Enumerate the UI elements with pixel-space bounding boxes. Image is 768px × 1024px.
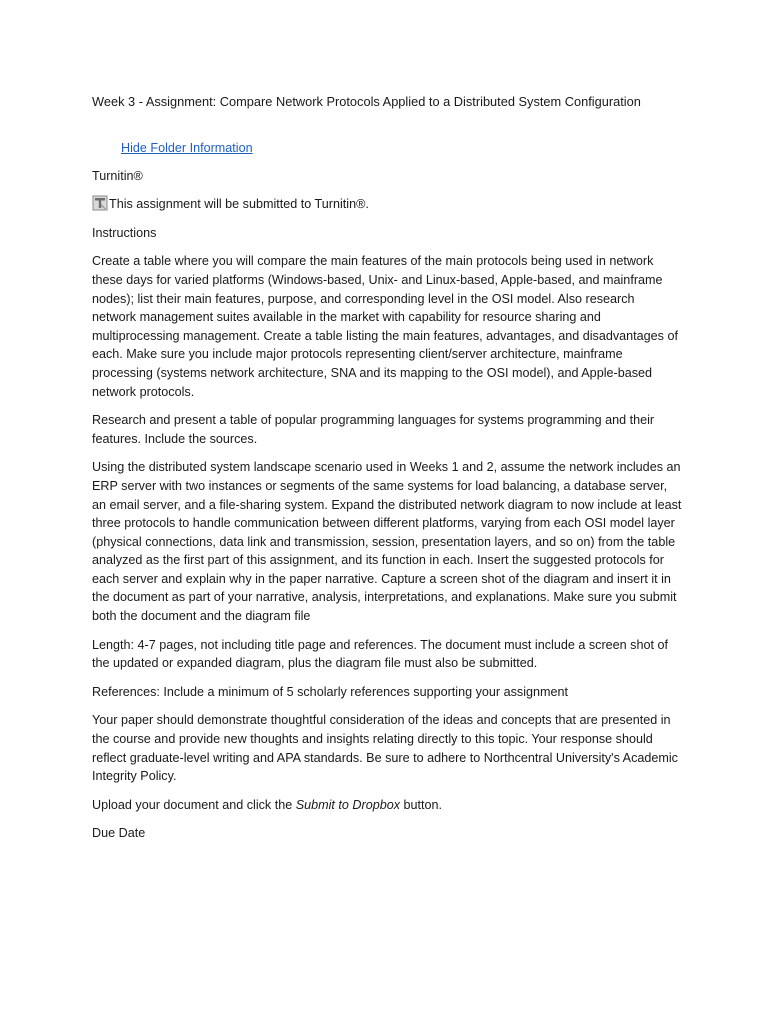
turnitin-notice xyxy=(92,195,682,214)
page-title: Week 3 - Assignment: Compare Network Protocols Applied to a Distributed System Configuration xyxy=(92,94,641,109)
upload-suffix: button. xyxy=(400,797,443,812)
length-requirement: Length: 4-7 pages, not including title page and references. The document must include a screen shot of the updated or expanded diagram, plus the diagram file must also be submitted. xyxy=(92,637,668,671)
assignment-document xyxy=(92,93,682,853)
hide-folder-information-link[interactable]: Hide Folder Information xyxy=(121,141,253,155)
turnitin-label: Turnitin® xyxy=(92,168,143,183)
instructions-paragraph-2: Research and present a table of popular programming languages for systems programming and their features. Include the sources. xyxy=(92,413,655,446)
turnitin-notice-text: This assignment will be submitted to Turnitin®. xyxy=(109,197,369,212)
instructions-heading: Instructions xyxy=(92,225,157,240)
references-requirement: References: Include a minimum of 5 scholarly references supporting your assignment xyxy=(92,684,568,699)
turnitin-icon xyxy=(92,195,108,211)
upload-instruction xyxy=(92,796,682,815)
upload-prefix: Upload your document and click the xyxy=(92,797,296,812)
instructions-paragraph-1: Create a table where you will compare the main features of the main protocols being used in network these days for varied platforms (Windows-based, Unix- and Linux-based, Apple-based, and mainframe nodes); list their main features, purpose, and corresponding level in the OSI model. Also research network management suites available in the market with capability for resource sharing and multiprocessing management. Create a table listing the main features, advantages, and disadvantages of each. Make sure you include major protocols representing client/server architecture, mainframe processing (systems network architecture, SNA and its mapping to the OSI model), and Apple-based network protocols. xyxy=(92,254,678,399)
submit-to-dropbox-reference: Submit to Dropbox xyxy=(295,797,401,812)
due-date-label: Due Date xyxy=(92,826,146,841)
instructions-paragraph-3: Using the distributed system landscape scenario used in Weeks 1 and 2, assume the network includes an ERP server with two instances or segments of the same systems for load balancing, a database server, an email server, and a file-sharing system. Expand the distributed network diagram to now include at least three protocols to handle communication between different platforms, varying from each OSI model layer (physical connections, data link and transmission, session, presentation layers, and so on) from the table analyzed as the first part of this assignment, and its function in each. Insert the suggested protocols for each server and explain why in the paper narrative. Capture a screen shot of the diagram and insert it in the document as part of your narrative, analysis, interpretations, and explanations. Make sure you submit both the document and the diagram file xyxy=(92,460,682,624)
instructions-paragraph-4: Your paper should demonstrate thoughtful consideration of the ideas and concepts that are presented in the course and provide new thoughts and insights relating directly to this topic. Your response should reflect graduate-level writing and APA standards. Be sure to adhere to Northcentral University's Academic Integrity Policy. xyxy=(92,713,678,784)
